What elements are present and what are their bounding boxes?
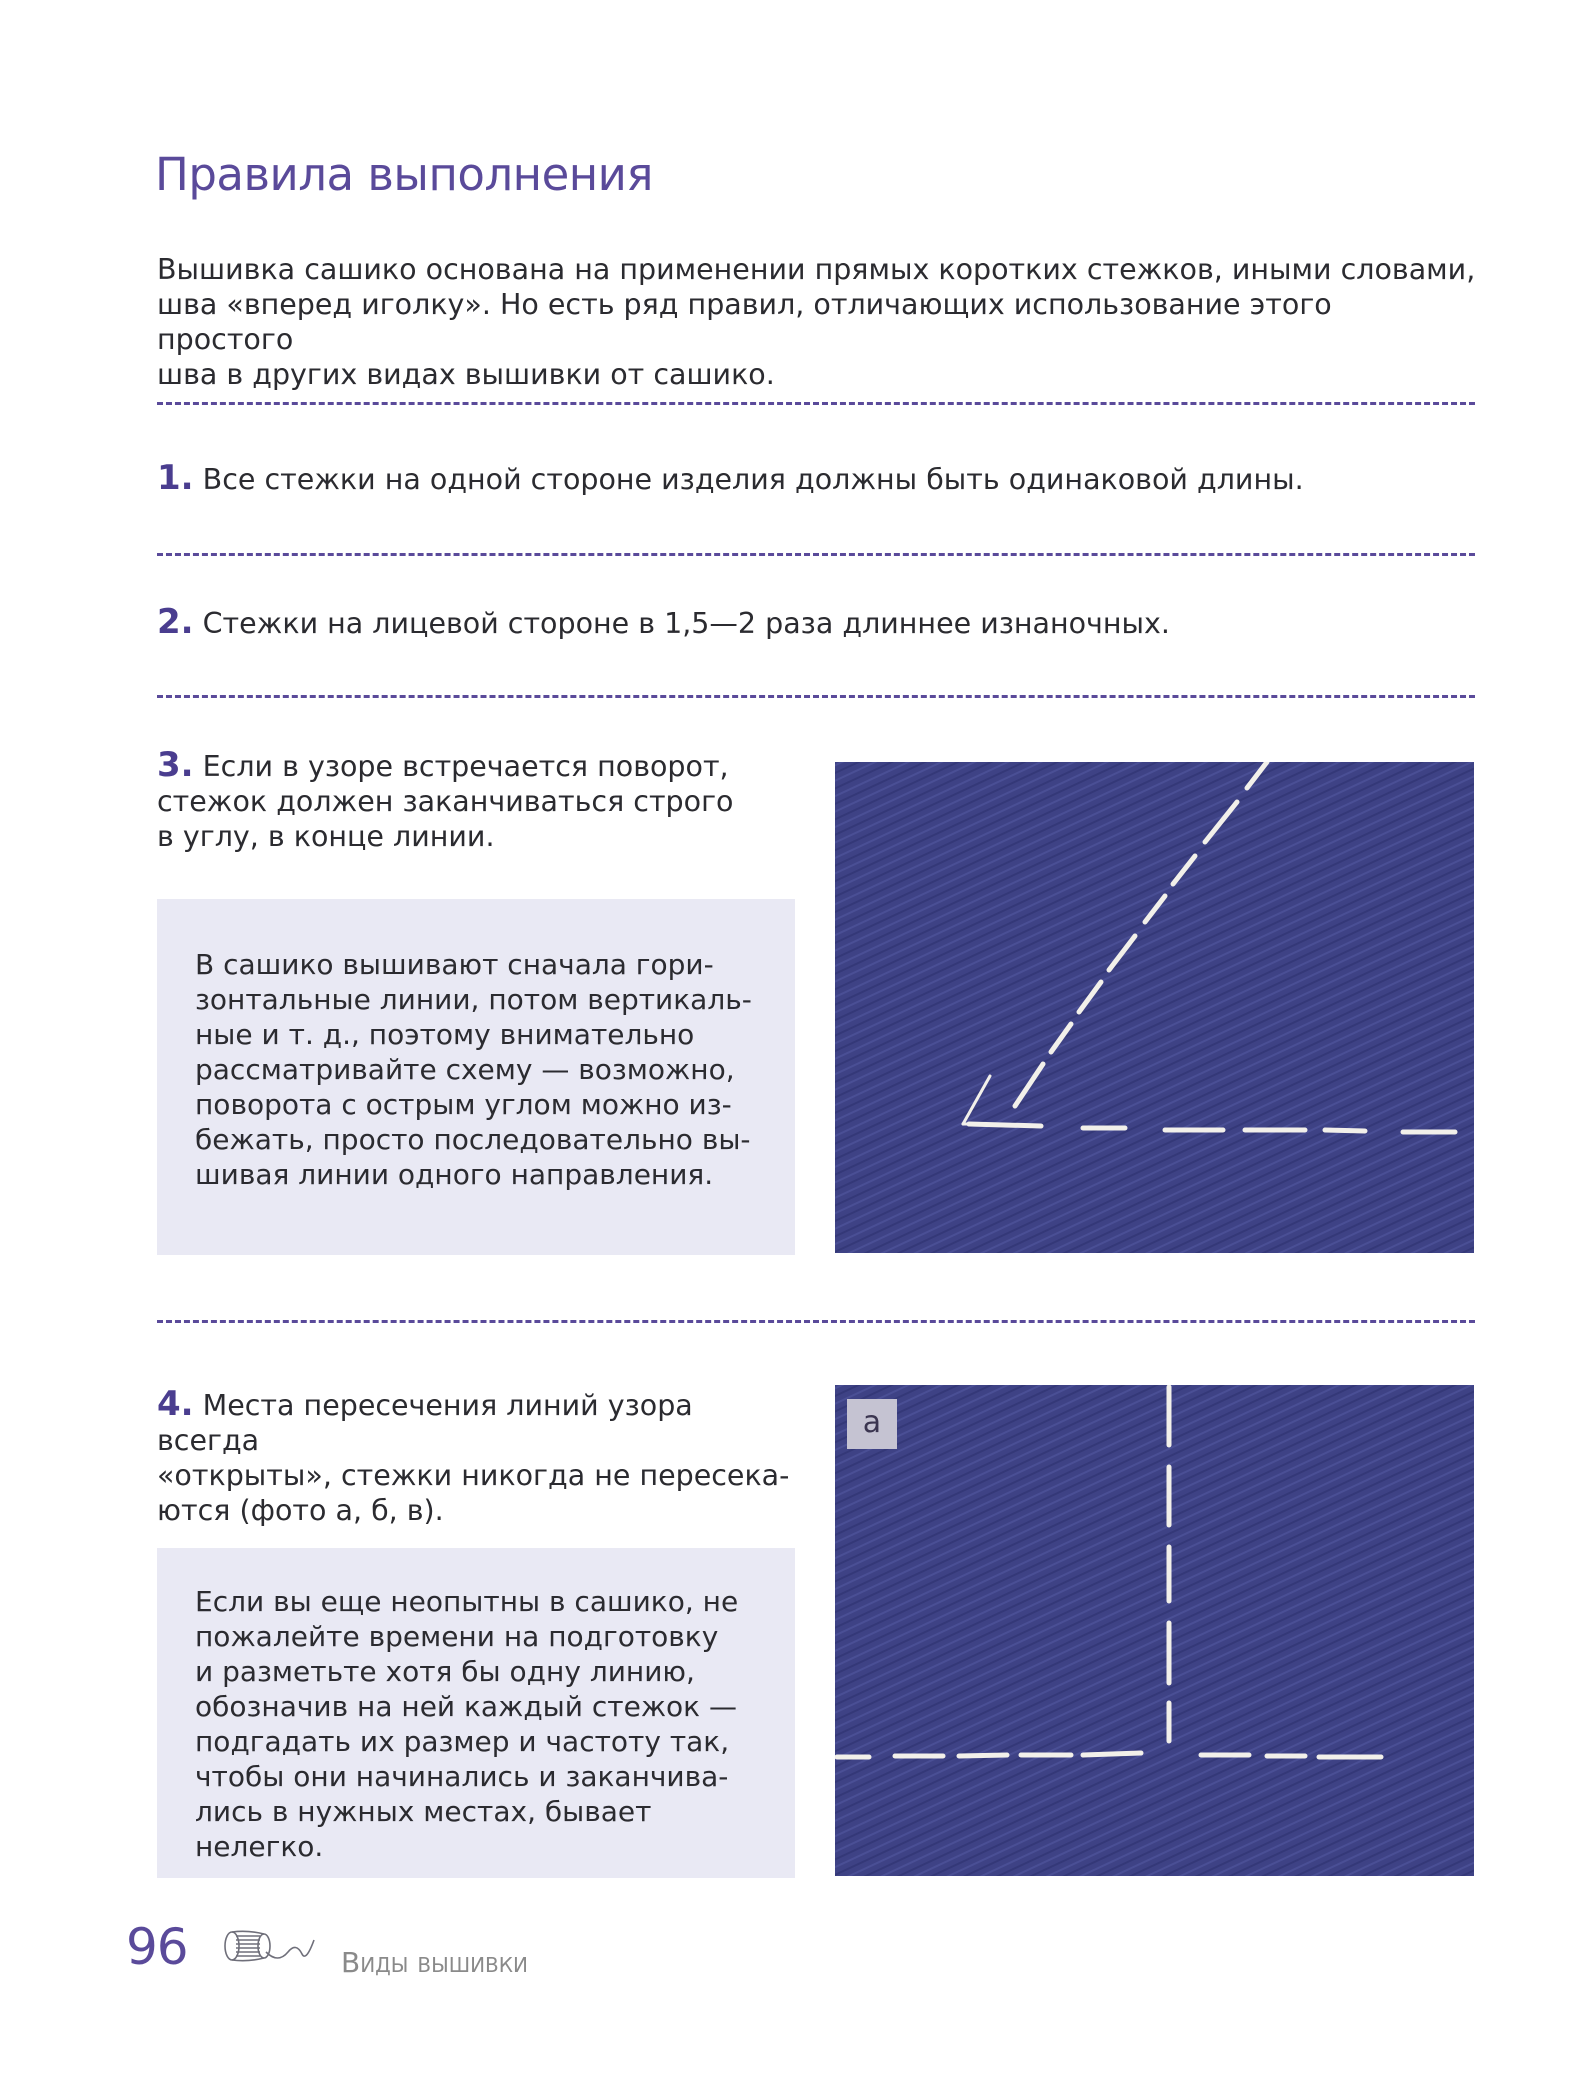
photo-corner-stitch (835, 762, 1474, 1253)
intro-line: Вышивка сашико основана на применении прямых коротких стежков, иными словами, (157, 253, 1476, 286)
rule-2 (157, 602, 1170, 642)
rule-text: Если в узоре встречается поворот, (202, 750, 729, 783)
rule-3 (157, 745, 797, 854)
rule-number: 3. (157, 745, 194, 785)
dashed-divider (157, 1320, 1475, 1323)
rule-text: в углу, в конце линии. (157, 820, 495, 853)
rule-text: Стежки на лицевой стороне в 1,5—2 раза длиннее изнаночных. (202, 607, 1170, 640)
intro-line: шва «вперед иголку». Но есть ряд правил, отличающих использование этого простого (157, 288, 1332, 356)
rule-text: стежок должен заканчиваться строго (157, 785, 734, 818)
rule-text: Места пересечения линий узора всегда (157, 1389, 693, 1457)
dashed-divider (157, 695, 1475, 698)
tip-line: бежать, просто последовательно вы- (195, 1123, 751, 1156)
footer-section: Виды вышивки (341, 1946, 528, 1979)
tip-line: В сашико вышивают сначала гори- (195, 948, 714, 981)
tip-line: зонтальные линии, потом вертикаль- (195, 983, 752, 1016)
rule-text: Все стежки на одной стороне изделия должны быть одинаковой длины. (202, 463, 1304, 496)
photo-intersection-a (835, 1385, 1474, 1876)
tip-line: Если вы еще неопытны в сашико, не (195, 1585, 739, 1618)
tip-box (157, 1548, 795, 1878)
tip-text (195, 1584, 775, 1864)
dashed-divider (157, 553, 1475, 556)
rule-text: ются (фото а, б, в). (157, 1494, 444, 1527)
intro-paragraph (157, 252, 1477, 392)
photo-label: а (847, 1399, 897, 1449)
rule-number: 2. (157, 602, 194, 642)
page-heading: Правила выполнения (155, 148, 653, 201)
rule-4 (157, 1384, 797, 1528)
tip-line: чтобы они начинались и заканчива- (195, 1760, 729, 1793)
tip-box (157, 899, 795, 1255)
thread-spool-icon (218, 1922, 318, 1972)
tip-line: лись в нужных местах, бывает нелегко. (195, 1795, 652, 1863)
rule-text: «открыты», стежки никогда не пересека- (157, 1459, 790, 1492)
tip-line: пожалейте времени на подготовку (195, 1620, 719, 1653)
tip-line: поворота с острым углом можно из- (195, 1088, 732, 1121)
rule-number: 4. (157, 1384, 194, 1424)
intro-line: шва в других видах вышивки от сашико. (157, 358, 775, 391)
tip-line: ные и т. д., поэтому внимательно (195, 1018, 695, 1051)
page-number: 96 (126, 1918, 188, 1976)
tip-line: обозначив на ней каждый стежок — (195, 1690, 737, 1723)
tip-line: и разметьте хотя бы одну линию, (195, 1655, 695, 1688)
tip-line: подгадать их размер и частоту так, (195, 1725, 730, 1758)
tip-line: шивая линии одного направления. (195, 1158, 714, 1191)
rule-1 (157, 458, 1304, 498)
dashed-divider (157, 402, 1475, 405)
tip-line: рассматривайте схему — возможно, (195, 1053, 735, 1086)
tip-text (195, 947, 775, 1192)
rule-number: 1. (157, 458, 194, 498)
